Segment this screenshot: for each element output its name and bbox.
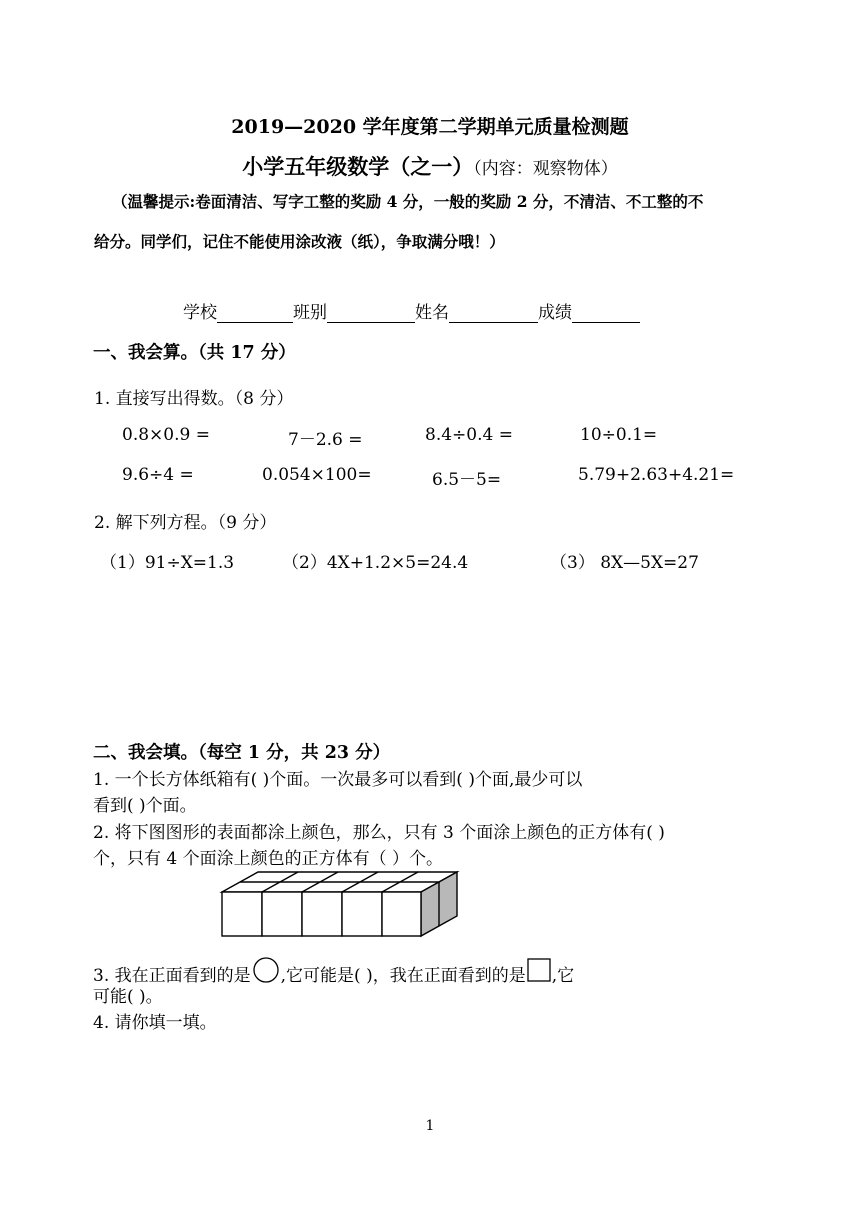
cube-row-top-face [222,872,457,892]
s1-q1-label: 1. 直接写出得数。（8 分） [94,389,294,409]
score-field[interactable] [572,304,640,323]
circle-shape-icon [251,957,281,985]
equation-2: （2）4X+1.2×5=24.4 [282,553,469,573]
calc-2-2: 0.054×100= [262,465,372,485]
square-shape-icon [526,958,552,984]
score-label: 成绩 [538,303,572,323]
calc-2-1: 9.6÷4 = [122,465,194,485]
q3-part-b: ,它可能是( )，我在正面看到的是 [280,966,526,986]
section1-heading: 一、我会算。（共 17 分） [93,343,296,363]
s2-q3-line2: 可能( )。 [93,987,163,1007]
calc-1-4: 10÷0.1= [580,425,658,445]
s1-q2-label: 2. 解下列方程。（9 分） [94,513,277,533]
subtitle-main: 小学五年级数学（之一） [242,154,474,179]
info-line [183,298,640,323]
cube-row-front-face [222,892,421,936]
s2-q1-line1: 1. 一个长方体纸箱有( )个面。一次最多可以看到( )个面,最少可以 [93,770,583,790]
s2-q1-line2: 看到( )个面。 [93,796,197,816]
class-label: 班别 [293,303,327,323]
equation-1: （1）91÷X=1.3 [100,553,235,573]
equation-3: （3） 8X—5X=27 [550,553,699,573]
subtitle-note: （内容：观察物体） [473,159,618,179]
calc-1-1: 0.8×0.9 = [122,425,210,445]
calc-2-3: 6.5－5= [432,470,502,490]
name-label: 姓名 [415,303,449,323]
school-label: 学校 [183,303,217,323]
calc-2-4: 5.79+2.63+4.21= [578,465,735,485]
cube-row-figure [218,868,463,940]
s2-q2-line2: 个，只有 4 个面涂上颜色的正方体有（ ）个。 [93,849,444,869]
exam-title: 2019—2020 学年度第二学期单元质量检测题 [231,116,629,138]
calc-1-2: 7－2.6 = [288,430,363,450]
page-number: 1 [425,1118,435,1134]
s2-q2-line1: 2. 将下图图形的表面都涂上颜色，那么，只有 3 个面涂上颜色的正方体有( ) [93,823,665,843]
class-field[interactable] [327,304,415,323]
name-field[interactable] [449,304,538,323]
tip-line-2: 给分。同学们，记住不能使用涂改液（纸），争取满分哦！） [94,232,505,251]
exam-subtitle [0,151,860,181]
s2-q4: 4. 请你填一填。 [93,1013,217,1033]
s2-q3-line1 [93,957,574,986]
q3-part-c: ,它 [551,966,575,986]
section2-heading: 二、我会填。（每空 1 分，共 23 分） [93,743,391,763]
school-field[interactable] [217,304,293,323]
q3-part-a: 3. 我在正面看到的是 [93,966,251,986]
tip-line-1: （温馨提示:卷面清洁、写字工整的奖励 4 分，一般的奖励 2 分，不清洁、不工整的不 [112,192,704,211]
calc-1-3: 8.4÷0.4 = [425,425,513,445]
